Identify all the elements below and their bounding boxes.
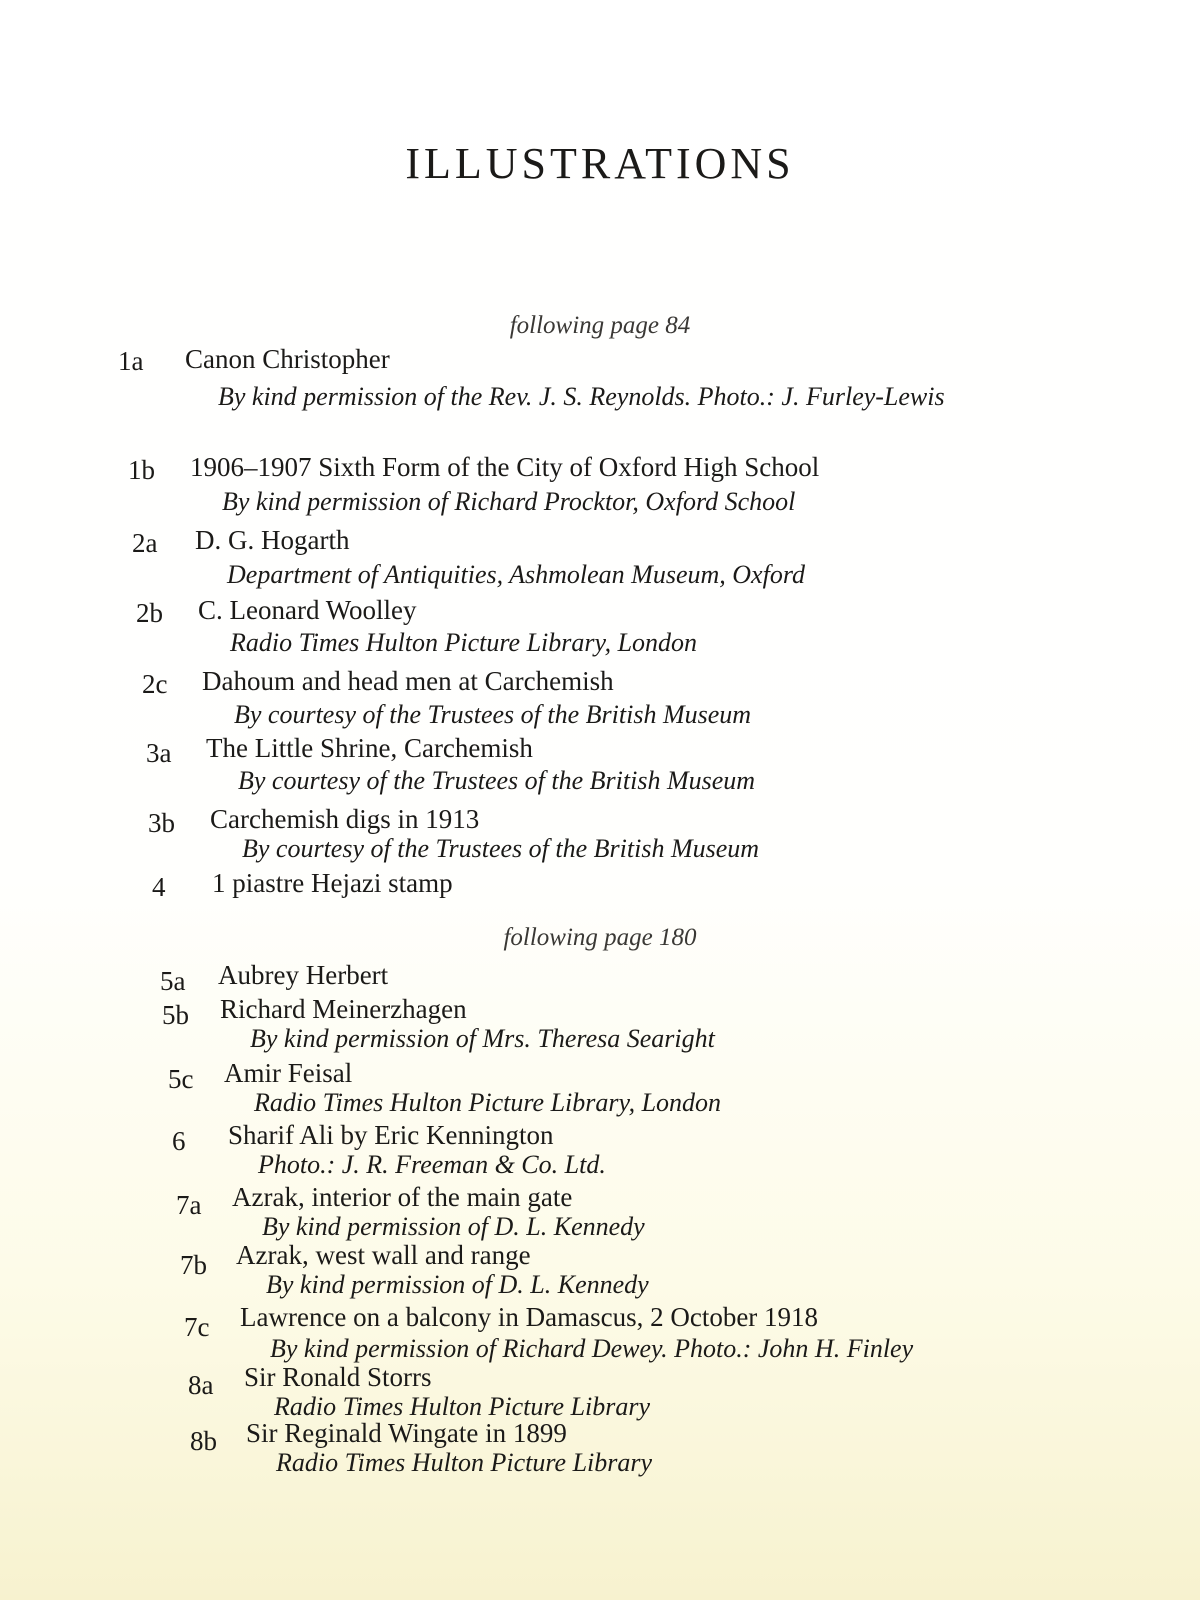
entry-caption: Richard Meinerzhagen [220,994,467,1024]
entry-number: 2b [136,598,163,628]
entry-credit: Radio Times Hulton Picture Library, London [254,1088,722,1117]
entry-credit: By courtesy of the Trustees of the British Museum [238,766,756,795]
entry-credit: By kind permission of Richard Dewey. Photo.: John H. Finley [270,1334,914,1363]
entry-number: 4 [152,872,166,902]
entry-caption: The Little Shrine, Carchemish [206,733,533,763]
entry-number: 8b [190,1426,217,1456]
entry-number: 5a [160,966,186,996]
entry-number: 6 [172,1126,186,1156]
entry-caption: 1906–1907 Sixth Form of the City of Oxford High School [190,452,820,482]
entry-caption: Aubrey Herbert [218,960,389,990]
entry-caption: Lawrence on a balcony in Damascus, 2 October 1918 [240,1302,819,1332]
entry-credit: By kind permission of D. L. Kennedy [262,1212,645,1241]
entry-number: 3a [146,738,172,768]
entry-number: 5c [168,1064,194,1094]
entry-number: 5b [162,1000,189,1030]
entry-number: 8a [188,1370,214,1400]
entry-caption: D. G. Hogarth [195,525,350,555]
entry-number: 3b [148,808,175,838]
entry-credit: By kind permission of D. L. Kennedy [266,1270,649,1299]
entry-number: 1b [128,455,155,485]
section-heading-2: following page 180 [503,924,697,951]
entry-credit: By kind permission of Mrs. Theresa Searight [250,1024,715,1053]
entry-credit: Radio Times Hulton Picture Library [276,1448,653,1477]
entry-caption: C. Leonard Woolley [198,595,417,625]
entry-caption: Carchemish digs in 1913 [210,804,480,834]
entry-caption: Sir Ronald Storrs [244,1362,432,1392]
entry-number: 2c [142,669,168,699]
entry-credit: By courtesy of the Trustees of the British Museum [234,700,752,729]
entry-credit: By kind permission of the Rev. J. S. Reynolds. Photo.: J. Furley-Lewis [218,382,945,411]
page-title: ILLUSTRATIONS [405,139,795,188]
entry-caption: Azrak, west wall and range [236,1240,531,1270]
section-heading-1: following page 84 [509,312,691,339]
entry-number: 7a [176,1190,202,1220]
entry-credit: Radio Times Hulton Picture Library [274,1392,651,1421]
entry-caption: Sir Reginald Wingate in 1899 [246,1418,567,1448]
entry-number: 7c [184,1312,210,1342]
entry-credit: By kind permission of Richard Procktor, Oxford School [222,487,796,516]
entry-number: 7b [180,1250,207,1280]
entry-number: 1a [118,346,144,376]
entry-caption: Sharif Ali by Eric Kennington [228,1120,554,1150]
entry-credit: Photo.: J. R. Freeman & Co. Ltd. [258,1150,606,1179]
entry-caption: Canon Christopher [185,344,390,374]
entry-credit: By courtesy of the Trustees of the British Museum [242,834,760,863]
entry-caption: Dahoum and head men at Carchemish [202,666,614,696]
entry-credit: Department of Antiquities, Ashmolean Museum, Oxford [227,560,805,589]
entry-caption: Amir Feisal [224,1058,353,1088]
entry-number: 2a [132,528,158,558]
entry-caption: 1 piastre Hejazi stamp [212,868,453,898]
entry-credit: Radio Times Hulton Picture Library, London [230,628,698,657]
entry-caption: Azrak, interior of the main gate [232,1182,573,1212]
